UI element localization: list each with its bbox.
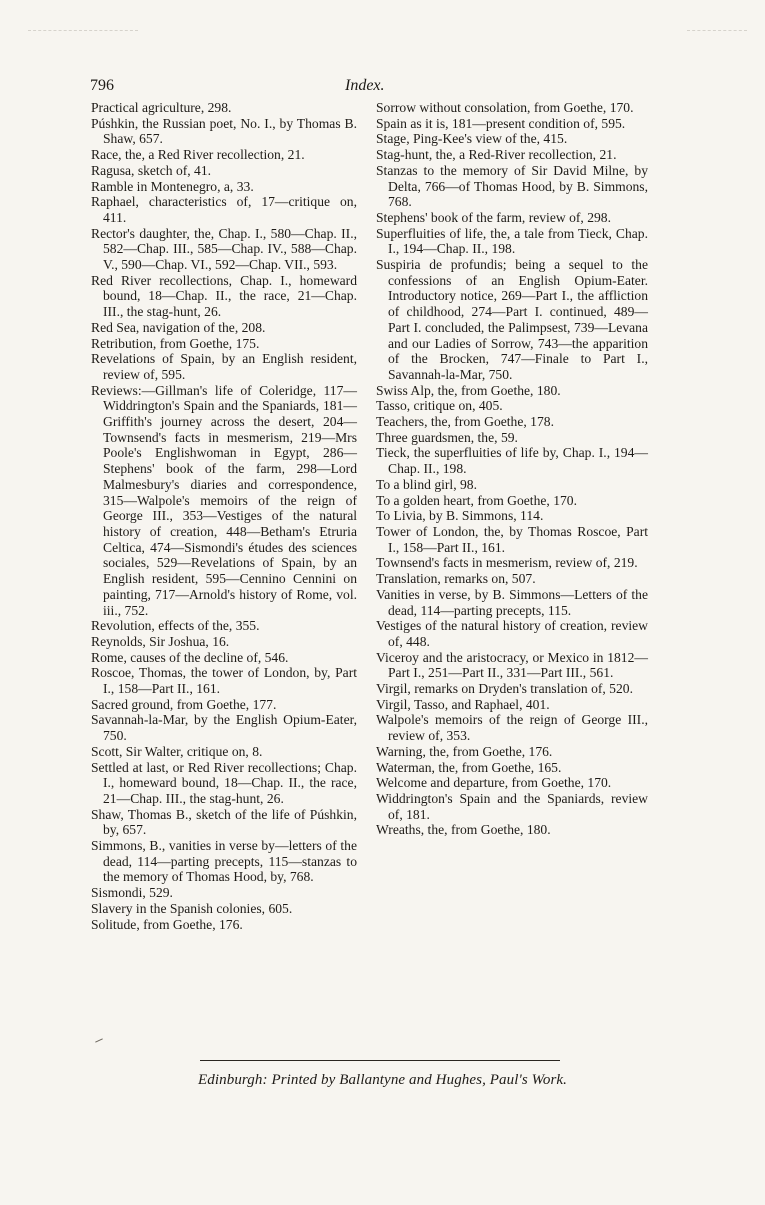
index-entry: Scott, Sir Walter, critique on, 8. (91, 743, 263, 759)
index-entry: Viceroy and the aristocracy, or Mexico in 1812—Part I., 251—Part II., 331—Part III., 561. (376, 649, 648, 681)
index-entry: Tieck, the superfluities of life by, Chap. I., 194—Chap. II., 198. (376, 445, 648, 477)
index-entry: Swiss Alp, the, from Goethe, 180. (376, 382, 561, 398)
index-entry: Walpole's memoirs of the reign of George III., review of, 353. (376, 712, 648, 744)
index-entry: Revolution, effects of the, 355. (91, 618, 260, 634)
index-entry: Stag-hunt, the, a Red-River recollection, 21. (376, 147, 617, 163)
index-entry: Waterman, the, from Goethe, 165. (376, 759, 562, 775)
index-entry: Spain as it is, 181—present condition of, 595. (376, 115, 626, 131)
index-entry: Stephens' book of the farm, review of, 298. (376, 209, 611, 225)
index-entry: Revelations of Spain, by an English resident, review of, 595. (91, 351, 357, 382)
index-entry: Teachers, the, from Goethe, 178. (376, 414, 554, 430)
printer-imprint: Edinburgh: Printed by Ballantyne and Hughes, Paul's Work. (197, 1072, 567, 1088)
index-entry: Practical agriculture, 298. (91, 100, 232, 115)
index-entry: Red Sea, navigation of the, 208. (91, 319, 266, 335)
page-number: 796 (90, 77, 114, 94)
index-entry: Translation, remarks on, 507. (376, 571, 536, 587)
footer-rule (200, 1060, 560, 1061)
index-entry: Townsend's facts in mesmerism, review of, 219. (376, 555, 638, 571)
index-entry: Wreaths, the, from Goethe, 180. (376, 822, 551, 838)
index-entry: Race, the, a Red River recollection, 21. (91, 147, 305, 163)
index-entry: Sorrow without consolation, from Goethe, 170. (376, 100, 634, 115)
index-column-left (91, 100, 357, 932)
index-entry: Retribution, from Goethe, 175. (91, 335, 260, 351)
index-entry: Roscoe, Thomas, the tower of London, by, Part I., 158—Part II., 161. (91, 665, 357, 697)
index-entry: Ramble in Montenegro, a, 33. (91, 178, 254, 194)
index-entry: Red River recollections, Chap. I., homeward bound, 18—Chap. II., the race, 21—Chap. III., the stag-hunt, 26. (91, 272, 357, 320)
index-entry: Savannah-la-Mar, by the English Opium-Eater, 750. (91, 712, 357, 744)
index-entry: Vanities in verse, by B. Simmons—Letters of the dead, 114—parting precepts, 115. (376, 586, 648, 618)
stray-ink-mark (95, 1038, 103, 1042)
index-entry: Welcome and departure, from Goethe, 170. (376, 775, 612, 791)
index-entry: Three guardsmen, the, 59. (376, 429, 518, 445)
index-entry: Vestiges of the natural history of creation, review of, 448. (376, 618, 648, 649)
index-entry: Superfluities of life, the, a tale from Tieck, Chap. I., 194—Chap. II., 198. (376, 225, 648, 257)
index-entry: Rector's daughter, the, Chap. I., 580—Chap. II., 582—Chap. III., 585—Chap. IV., 588—Chap. V., 590—Chap. VI., 592—Chap. VII., 593. (91, 225, 357, 273)
index-entry: Tasso, critique on, 405. (376, 398, 503, 414)
index-entry: To a blind girl, 98. (376, 476, 477, 492)
index-entry: Raphael, characteristics of, 17—critique on, 411. (91, 194, 357, 225)
index-entry: Virgil, Tasso, and Raphael, 401. (376, 696, 550, 712)
index-entry: To a golden heart, from Goethe, 170. (376, 492, 578, 508)
index-entry: Reynolds, Sir Joshua, 16. (91, 633, 230, 649)
index-entry: Rome, causes of the decline of, 546. (91, 649, 289, 665)
index-entry: Widdrington's Spain and the Spaniards, review of, 181. (376, 790, 648, 822)
index-entry: Sacred ground, from Goethe, 177. (91, 696, 277, 712)
index-entry: Slavery in the Spanish colonies, 605. (91, 900, 293, 916)
index-entry: Tower of London, the, by Thomas Roscoe, Part I., 158—Part II., 161. (376, 523, 648, 555)
index-entry: Ragusa, sketch of, 41. (91, 162, 212, 178)
index-entry: Suspiria de profundis; being a sequel to the confessions of an English Opium-Eater. Introductory notice, 269—Part I., the affliction of childhood, 274—Part I. continued, 489—Part I. concluded, the Palimpsest, 739—Levana and our Ladies of Sorrow, 743—the apparition of the Brocken, 747—Finale to Part I., Savannah-la-Mar, 750. (376, 257, 648, 382)
index-entry: Settled at last, or Red River recollections; Chap. I., homeward bound, 18—Chap. II., the race, 21—Chap. III., the stag-hunt, 26. (91, 759, 357, 806)
index-entry: Simmons, B., vanities in verse by—letters of the dead, 114—parting precepts, 115—stanzas to the memory of Thomas Hood, by, 768. (91, 838, 357, 885)
index-entry: To Livia, by B. Simmons, 114. (376, 508, 544, 524)
index-entry: Reviews:—Gillman's life of Coleridge, 117—Widdrington's Spain and the Spaniards, 181—Griffith's journey across the desert, 204—Townsend's facts in mesmerism, 219—Mrs Poole's Englishwoman in Egypt, 286—Stephens' book of the farm, 298—Lord Malmesbury's diaries and correspondence, 315—Walpole's memoirs of the reign of George III., 353—Vestiges of the natural history of creation, 448—Betham's Etruria Celtica, 474—Sismondi's études des sciences sociales, 529—Revelations of Spain, by an English resident, 595—Cennino Cennini on painting, 717—Arnold's history of Rome, vol. iii., 752. (91, 382, 357, 618)
index-entry: Púshkin, the Russian poet, No. I., by Thomas B. Shaw, 657. (91, 115, 357, 147)
index-entry: Shaw, Thomas B., sketch of the life of Púshkin, by, 657. (91, 806, 357, 838)
index-entry: Stanzas to the memory of Sir David Milne, by Delta, 766—of Thomas Hood, by B. Simmons, 768. (376, 162, 648, 210)
running-head: Index. (345, 77, 385, 94)
scan-edge-mark (687, 30, 747, 33)
scan-edge-mark (28, 30, 138, 33)
index-entry: Virgil, remarks on Dryden's translation of, 520. (376, 681, 633, 697)
index-entry: Warning, the, from Goethe, 176. (376, 743, 553, 759)
index-column-right (376, 100, 648, 838)
index-entry: Solitude, from Goethe, 176. (91, 916, 243, 932)
index-entry: Stage, Ping-Kee's view of the, 415. (376, 131, 568, 147)
index-entry: Sismondi, 529. (91, 885, 173, 901)
